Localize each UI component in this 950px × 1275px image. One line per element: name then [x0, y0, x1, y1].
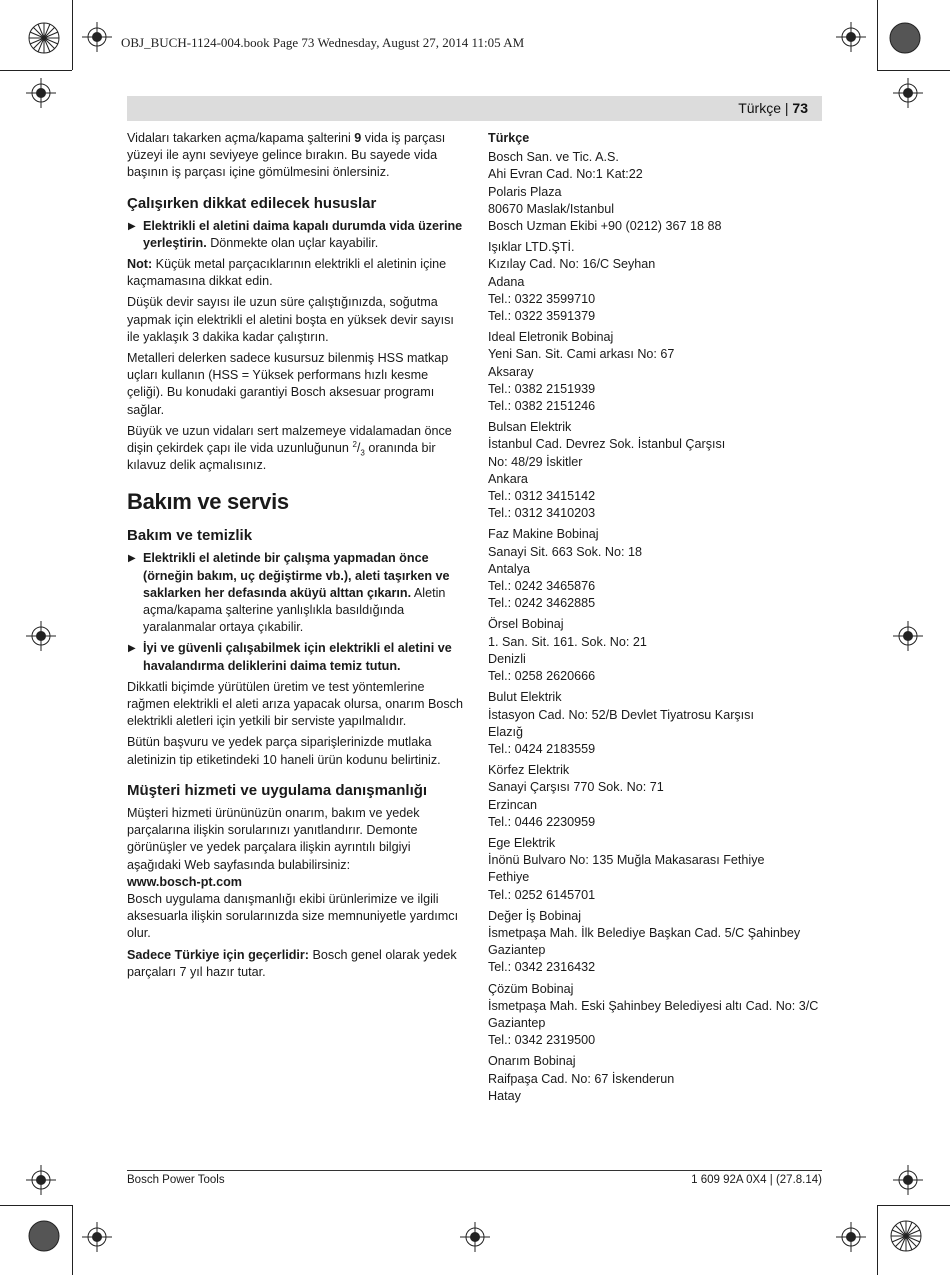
customer-service-heading: Müşteri hizmeti ve uygulama danışmanlığı — [127, 781, 428, 799]
entry-address-line: İsmetpaşa Mah. İlk Belediye Başkan Cad. 5/C Şahinbey — [488, 925, 801, 940]
entry-company-name: Çözüm Bobinaj — [488, 981, 574, 996]
working-notes-heading: Çalışırken dikkat edilecek hususlar — [127, 194, 377, 212]
entry-address-line: Tel.: 0342 2319500 — [488, 1033, 596, 1048]
entry-address-line: Antalya — [488, 561, 531, 576]
crop-line-bl-h — [0, 1205, 72, 1206]
crosshair-register-icon — [460, 1222, 490, 1252]
crosshair-register-icon — [893, 78, 923, 108]
entry-address-line: 1. San. Sit. 161. Sok. No: 21 — [488, 634, 647, 649]
metal-drilling-paragraph: Metalleri delerken sadece kusursuz bilenmiş HSS matkap uçları kullanın (HSS = Yüksek performans hızlı kesme çeliği). Bu konudaki garantiyi Bosch aksesuar programı sağlar. — [127, 351, 449, 417]
gray-density-patch-icon — [28, 1220, 60, 1252]
intro-paragraph: Vidaları takarken açma/kapama şalterini 9 vida iş parçası yüzeyi ile aynı seviyeye gelince bırakın. Bu sayede vida başının iş parçası içine gömülmesini önlersiniz. — [127, 131, 446, 180]
entry-company-name: Bulut Elektrik — [488, 690, 562, 705]
note-paragraph: Not: Küçük metal parçacıklarının elektrikli el aletinin içine kaçmamasına dikkat edin. — [127, 257, 447, 289]
footer-brand: Bosch Power Tools — [127, 1174, 225, 1186]
service-address-entry — [488, 981, 822, 1050]
entry-address-line: Denizli — [488, 651, 526, 666]
crop-line-br-h — [877, 1205, 950, 1206]
entry-company-name: Bulsan Elektrik — [488, 420, 572, 435]
country-title: Türkçe — [488, 131, 530, 145]
crosshair-register-icon — [26, 1165, 56, 1195]
left-column — [127, 130, 463, 985]
pilot-hole-paragraph: Büyük ve uzun vidaları sert malzemeye vidalamadan önce dişin çekirdek çapı ile vida uzunluğunun $^2/_3$ oranında bir kılavuz delik açmalısınız. — [127, 423, 452, 473]
entry-address-line: Erzincan — [488, 797, 537, 812]
entry-address-line: Tel.: 0424 2183559 — [488, 741, 596, 756]
entry-company-name: Işıklar LTD.ŞTİ. — [488, 240, 575, 255]
order-paragraph: Bütün başvuru ve yedek parça siparişlerinizde mutlaka aletinizin tip etiketindeki 10 haneli ürün kodunu belirtiniz. — [127, 735, 441, 767]
advice-paragraph: Bosch uygulama danışmanlığı ekibi ürünlerimize ve ilgili aksesuarla ilişkin sorularınızda size memnuniyetle yardımcı olur. — [127, 891, 459, 941]
production-paragraph: Dikkatli biçimde yürütülen üretim ve test yöntemlerine rağmen elektrikli el aleti arıza yapacak olursa, onarım Bosch elektrikli aletleri için yetkili bir serviste yapılmalıdır. — [127, 679, 463, 729]
crosshair-register-icon — [893, 1165, 923, 1195]
entry-address-line: Adana — [488, 274, 525, 289]
crop-line-bl-v — [72, 1205, 73, 1275]
entry-address-line: Kızılay Cad. No: 16/C Seyhan — [488, 257, 656, 272]
crop-line-tl-h — [0, 70, 72, 71]
crop-line-tl-v — [72, 0, 73, 70]
service-address-entry — [488, 908, 822, 977]
entry-address-line: Tel.: 0312 3410203 — [488, 506, 596, 521]
entry-company-name: Onarım Bobinaj — [488, 1054, 576, 1069]
crosshair-register-icon — [836, 22, 866, 52]
service-address-entry — [488, 526, 822, 612]
gray-density-patch-icon — [889, 22, 921, 54]
maintenance-bullet: ▶ Elektrikli el aletinde bir çalışma yapmadan önce (örneğin bakım, uç değiştirme vb.), aleti taşırken ve saklarken her defasında aküyü alttan çıkarın. Aletin açma/kapama şalterine yanlışlıkla basıldığında yaralanmalar ortaya çıkabilir. — [128, 551, 450, 635]
entry-address-line: Tel.: 0446 2230959 — [488, 814, 596, 829]
maintenance-heading: Bakım ve temizlik — [127, 527, 253, 545]
service-address-entry — [488, 329, 822, 415]
entry-address-line: Sanayi Sit. 663 Sok. No: 18 — [488, 544, 643, 559]
entry-company-name: Örsel Bobinaj — [488, 617, 564, 632]
service-address-entry — [488, 149, 822, 235]
right-triangle-icon: ▶ — [128, 553, 136, 565]
entry-company-name: Bosch San. ve Tic. A.S. — [488, 150, 619, 165]
entry-company-name: Körfez Elektrik — [488, 763, 570, 778]
entry-address-line: Fethiye — [488, 870, 530, 885]
entry-address-line: Tel.: 0342 2316432 — [488, 960, 596, 975]
item-number: 9 — [354, 131, 362, 145]
entry-address-line: Tel.: 0312 3415142 — [488, 489, 596, 504]
service-address-entry — [488, 1053, 822, 1105]
crop-line-tr-h — [877, 70, 950, 71]
crosshair-register-icon — [26, 621, 56, 651]
service-address-entry — [488, 419, 822, 522]
page-number: 73 — [792, 100, 808, 116]
entry-address-line: Ankara — [488, 471, 528, 486]
footer-doc-code: 1 609 92A 0X4 | (27.8.14) — [691, 1174, 822, 1186]
entry-address-line: Tel.: 0322 3599710 — [488, 291, 596, 306]
footer-rule — [127, 1170, 822, 1171]
website-link[interactable]: www.bosch-pt.com — [127, 874, 242, 889]
entry-address-line: İstasyon Cad. No: 52/B Devlet Tiyatrosu Karşısı — [488, 707, 754, 722]
service-address-entry — [488, 762, 822, 831]
entry-address-line: Tel.: 0252 6145701 — [488, 887, 596, 902]
entry-company-name: Ege Elektrik — [488, 835, 556, 850]
entry-company-name: Ideal Eletronik Bobinaj — [488, 330, 614, 345]
turkey-only-paragraph: Sadece Türkiye için geçerlidir: Bosch genel olarak yedek parçaları 7 yıl hazır tutar. — [127, 947, 457, 979]
entry-address-line: Elazığ — [488, 724, 524, 739]
right-triangle-icon: ▶ — [128, 643, 136, 655]
section-title: Bakım ve servis — [127, 489, 289, 515]
header-separator: | — [781, 100, 793, 116]
right-triangle-icon: ▶ — [128, 220, 136, 232]
header-language: Türkçe — [738, 100, 781, 116]
entry-company-name: Değer İş Bobinaj — [488, 908, 582, 923]
service-address-entry — [488, 616, 822, 685]
entry-company-name: Faz Makine Bobinaj — [488, 527, 599, 542]
crosshair-register-icon — [836, 1222, 866, 1252]
service-paragraph: Müşteri hizmeti ürününüzün onarım, bakım ve yedek parçalarına ilişkin sorularınızı yanıtlandırır. Demonte görünüşler ve yedek parçalara ilişkin ayrıntılı bilgiyi aşağıdaki Web sayfasında bulabilirsiniz: — [127, 805, 420, 872]
print-info-line: OBJ_BUCH-1124-004.book Page 73 Wednesday, August 27, 2014 11:05 AM — [121, 35, 525, 50]
entry-address-line: Tel.: 0382 2151246 — [488, 399, 596, 414]
service-address-entry — [488, 239, 822, 325]
entry-address-line: Gaziantep — [488, 943, 546, 958]
crosshair-register-icon — [26, 78, 56, 108]
service-address-list — [488, 149, 822, 1105]
crop-line-tr-v — [877, 0, 878, 70]
right-column — [488, 130, 822, 1109]
radial-color-bar-icon — [890, 1220, 922, 1252]
entry-address-line: Tel.: 0322 3591379 — [488, 309, 596, 324]
entry-address-line: Tel.: 0242 3462885 — [488, 596, 596, 611]
entry-address-line: İstanbul Cad. Devrez Sok. İstanbul Çarşısı — [488, 437, 726, 452]
entry-address-line: Tel.: 0258 2620666 — [488, 669, 596, 684]
service-address-entry — [488, 835, 822, 904]
entry-address-line: Tel.: 0242 3465876 — [488, 579, 596, 594]
crosshair-register-icon — [893, 621, 923, 651]
page-header — [738, 100, 808, 116]
entry-address-line: Raifpaşa Cad. No: 67 İskenderun — [488, 1071, 675, 1086]
entry-address-line: Ahi Evran Cad. No:1 Kat:22 — [488, 167, 643, 182]
crosshair-register-icon — [82, 1222, 112, 1252]
entry-address-line: Hatay — [488, 1088, 521, 1103]
entry-address-line: Polaris Plaza — [488, 184, 562, 199]
radial-color-bar-icon — [28, 22, 60, 54]
service-address-entry — [488, 689, 822, 758]
entry-address-line: Bosch Uzman Ekibi +90 (0212) 367 18 88 — [488, 219, 722, 234]
entry-address-line: Sanayi Çarşısı 770 Sok. No: 71 — [488, 780, 664, 795]
entry-address-line: 80670 Maslak/Istanbul — [488, 201, 615, 216]
entry-address-line: Yeni San. Sit. Cami arkası No: 67 — [488, 347, 675, 362]
entry-address-line: Gaziantep — [488, 1015, 546, 1030]
low-speed-paragraph: Düşük devir sayısı ile uzun süre çalıştığınızda, soğutma yapmak için elektrikli el aletini boşta en yüksek devir sayısı ile yaklaşık 3 dakika kadar çalıştırın. — [127, 295, 454, 344]
entry-address-line: Aksaray — [488, 364, 534, 379]
entry-address-line: İnönü Bulvaro No: 135 Muğla Makasarası Fethiye — [488, 853, 765, 868]
entry-address-line: No: 48/29 İskitler — [488, 454, 583, 469]
entry-address-line: Tel.: 0382 2151939 — [488, 381, 596, 396]
cleaning-bullet: ▶ İyi ve güvenli çalışabilmek için elektrikli el aletini ve havalandırma deliklerini daima temiz tutun. — [128, 641, 452, 673]
crosshair-register-icon — [82, 22, 112, 52]
working-bullet: ▶ Elektrikli el aletini daima kapalı durumda vida üzerine yerleştirin. Dönmekte olan uçlar kayabilir. — [128, 218, 463, 250]
crop-line-br-v — [877, 1205, 878, 1275]
entry-address-line: İsmetpaşa Mah. Eski Şahinbey Belediyesi altı Cad. No: 3/C — [488, 998, 819, 1013]
page-header-bar — [127, 96, 822, 121]
